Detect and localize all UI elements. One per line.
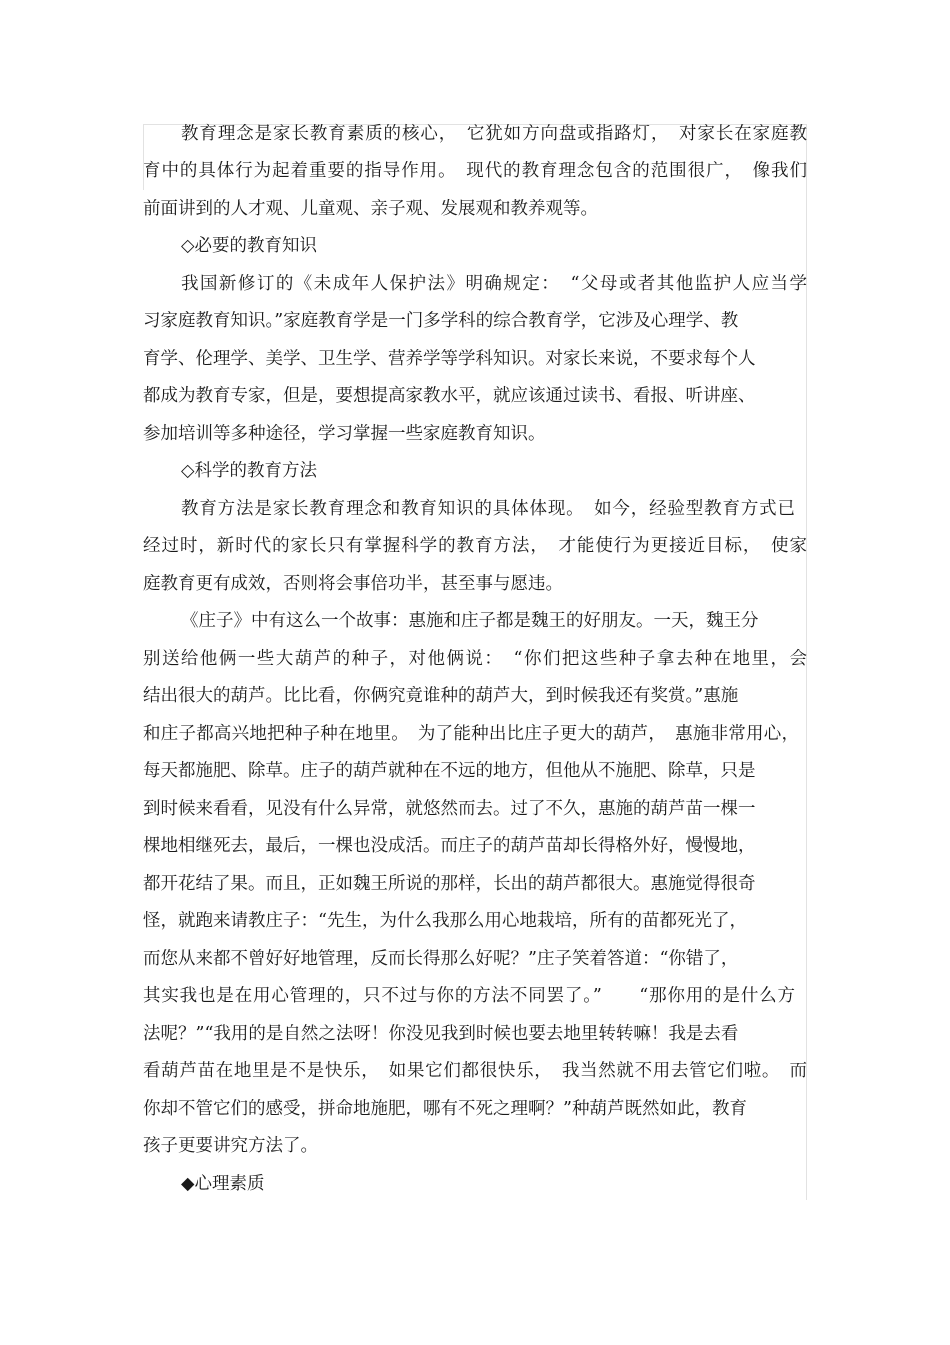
text-line-26: 看葫芦苗在地里是不是快乐， 如果它们都很快乐， 我当然就不用去管它们啦。 而	[143, 1061, 807, 1081]
text-line-3: 前面讲到的人才观、儿童观、亲子观、发展观和教养观等。	[143, 199, 598, 219]
text-line-27: 你却不管它们的感受，拼命地施肥，哪有不死之理啊？”种葫芦既然如此，教育	[143, 1099, 747, 1119]
text-line-16: 结出很大的葫芦。比比看，你俩究竟谁种的葫芦大，到时候我还有奖赏。”惠施	[143, 686, 739, 706]
text-line-28: 孩子更要讲究方法了。	[143, 1136, 318, 1156]
text-line-14: 《庄子》中有这么一个故事：惠施和庄子都是魏王的好朋友。一天，魏王分	[181, 611, 759, 631]
text-line-23: 而您从来都不曾好好地管理，反而长得那么好呢？”庄子笑着答道：“你错了，	[143, 949, 739, 969]
text-line-15: 别送给他俩一些大葫芦的种子，对他俩说： “你们把这些种子拿去种在地里，会	[143, 649, 807, 669]
text-line-7: 育学、伦理学、美学、卫生学、营养学等学科知识。对家长来说，不要求每个人	[143, 349, 756, 369]
text-line-17: 和庄子都高兴地把种子种在地里。 为了能种出比庄子更大的葫芦， 惠施非常用心，	[143, 724, 799, 744]
text-line-22: 怪，就跑来请教庄子：“先生，为什么我那么用心地栽培，所有的苗都死光了，	[143, 911, 747, 931]
text-line-20: 棵地相继死去，最后，一棵也没成活。而庄子的葫芦苗却长得格外好，慢慢地，	[143, 836, 756, 856]
text-line-2: 育中的具体行为起着重要的指导作用。 现代的教育理念包含的范围很广， 像我们	[143, 161, 807, 181]
section-heading-psychology: ◆心理素质	[181, 1174, 265, 1194]
section-heading-method: ◇科学的教育方法	[181, 461, 317, 481]
text-line-18: 每天都施肥、除草。庄子的葫芦就种在不远的地方，但他从不施肥、除草，只是	[143, 761, 756, 781]
text-line-12: 经过时，新时代的家长只有掌握科学的教育方法， 才能使行为更接近目标， 使家	[143, 536, 807, 556]
text-line-8: 都成为教育专家，但是，要想提高家教水平，就应该通过读书、看报、听讲座、	[143, 386, 756, 406]
text-line-19: 到时候来看看，见没有什么异常，就悠然而去。过了不久，惠施的葫芦苗一棵一	[143, 799, 756, 819]
text-line-21: 都开花结了果。而且，正如魏王所说的那样，长出的葫芦都很大。惠施觉得很奇	[143, 874, 756, 894]
text-line-25: 法呢？”“我用的是自然之法呀！你没见我到时候也要去地里转转嘛！我是去看	[143, 1024, 739, 1044]
text-line-24: 其实我也是在用心管理的，只不过与你的方法不同罢了。” “那你用的是什么方	[143, 986, 795, 1006]
text-line-5: 我国新修订的《未成年人保护法》明确规定： “父母或者其他监护人应当学	[181, 274, 807, 294]
text-line-11: 教育方法是家长教育理念和教育知识的具体体现。 如今，经验型教育方式已	[181, 499, 795, 519]
text-line-6: 习家庭教育知识。”家庭教育学是一门多学科的综合教育学，它涉及心理学、教	[143, 311, 739, 331]
text-line-13: 庭教育更有成效，否则将会事倍功半，甚至事与愿违。	[143, 574, 563, 594]
section-heading-knowledge: ◇必要的教育知识	[181, 236, 317, 256]
text-line-9: 参加培训等多种途径，学习掌握一些家庭教育知识。	[143, 424, 546, 444]
text-line-1: 教育理念是家长教育素质的核心， 它犹如方向盘或指路灯， 对家长在家庭教	[181, 124, 807, 144]
